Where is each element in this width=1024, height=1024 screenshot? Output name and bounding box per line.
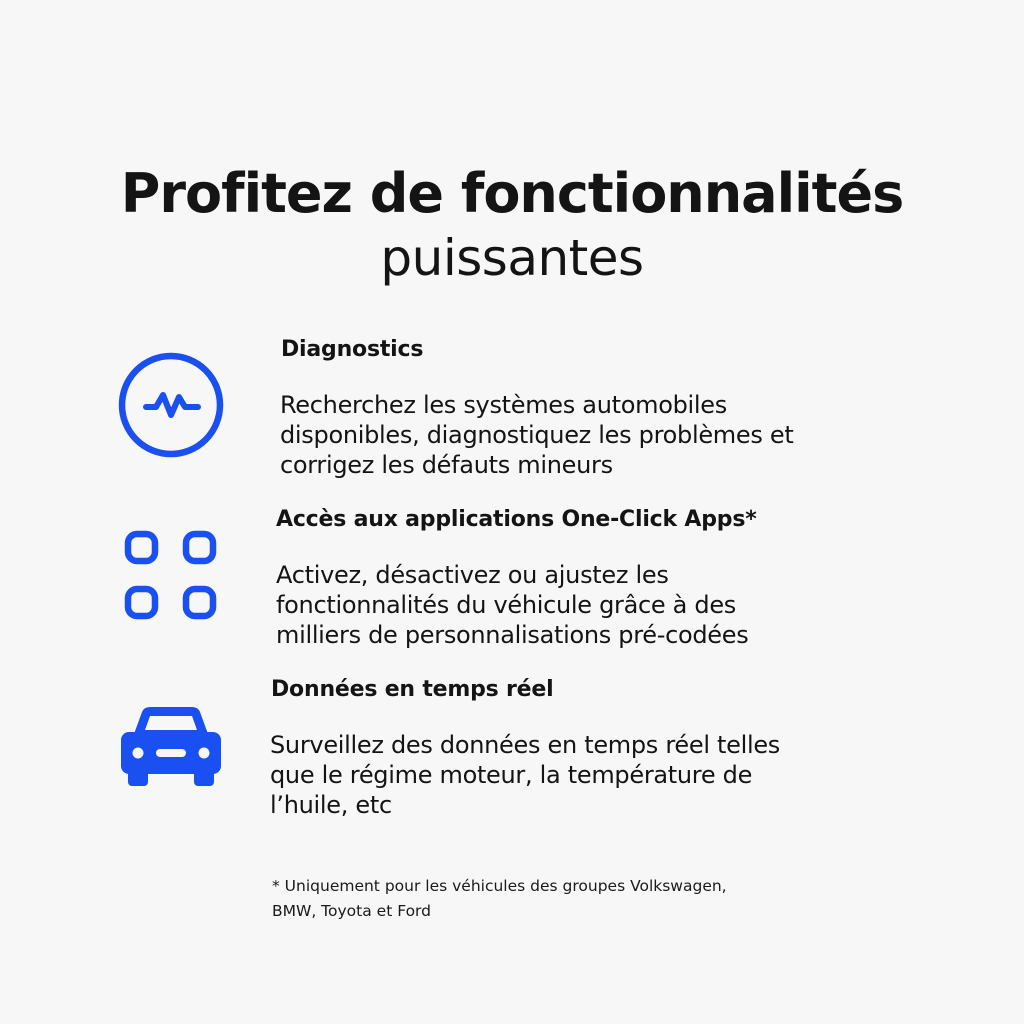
feature-heading-one-click-apps: Accès aux applications One-Click Apps* <box>276 507 757 532</box>
feature-description-line: milliers de personnalisations pré-codées <box>276 621 749 649</box>
page-subtitle: puissantes <box>380 229 644 287</box>
feature-description-one-click-apps <box>276 560 748 650</box>
page-title: Profitez de fonctionnalités <box>120 162 904 225</box>
feature-heading-real-time-data: Données en temps réel <box>271 677 554 702</box>
pulse-circle-icon <box>118 352 224 458</box>
feature-description-line: disponibles, diagnostiquez les problèmes et <box>280 421 794 449</box>
feature-description-real-time-data <box>270 730 780 820</box>
feature-description-diagnostics <box>280 390 793 480</box>
car-icon <box>118 704 224 788</box>
footnote-line: * Uniquement pour les véhicules des groupes Volkswagen, <box>272 877 727 895</box>
feature-heading-diagnostics: Diagnostics <box>281 337 424 362</box>
feature-description-line: fonctionnalités du véhicule grâce à des <box>276 591 737 619</box>
footnote <box>272 874 727 924</box>
footnote-line: BMW, Toyota et Ford <box>272 902 431 920</box>
feature-description-line: corrigez les défauts mineurs <box>280 451 613 479</box>
feature-description-line: Surveillez des données en temps réel telles <box>270 731 780 759</box>
feature-description-line: que le régime moteur, la température de <box>270 761 753 789</box>
apps-grid-icon <box>124 530 218 620</box>
feature-description-line: l’huile, etc <box>270 791 392 819</box>
feature-description-line: Recherchez les systèmes automobiles <box>280 391 727 419</box>
feature-description-line: Activez, désactivez ou ajustez les <box>276 561 669 589</box>
